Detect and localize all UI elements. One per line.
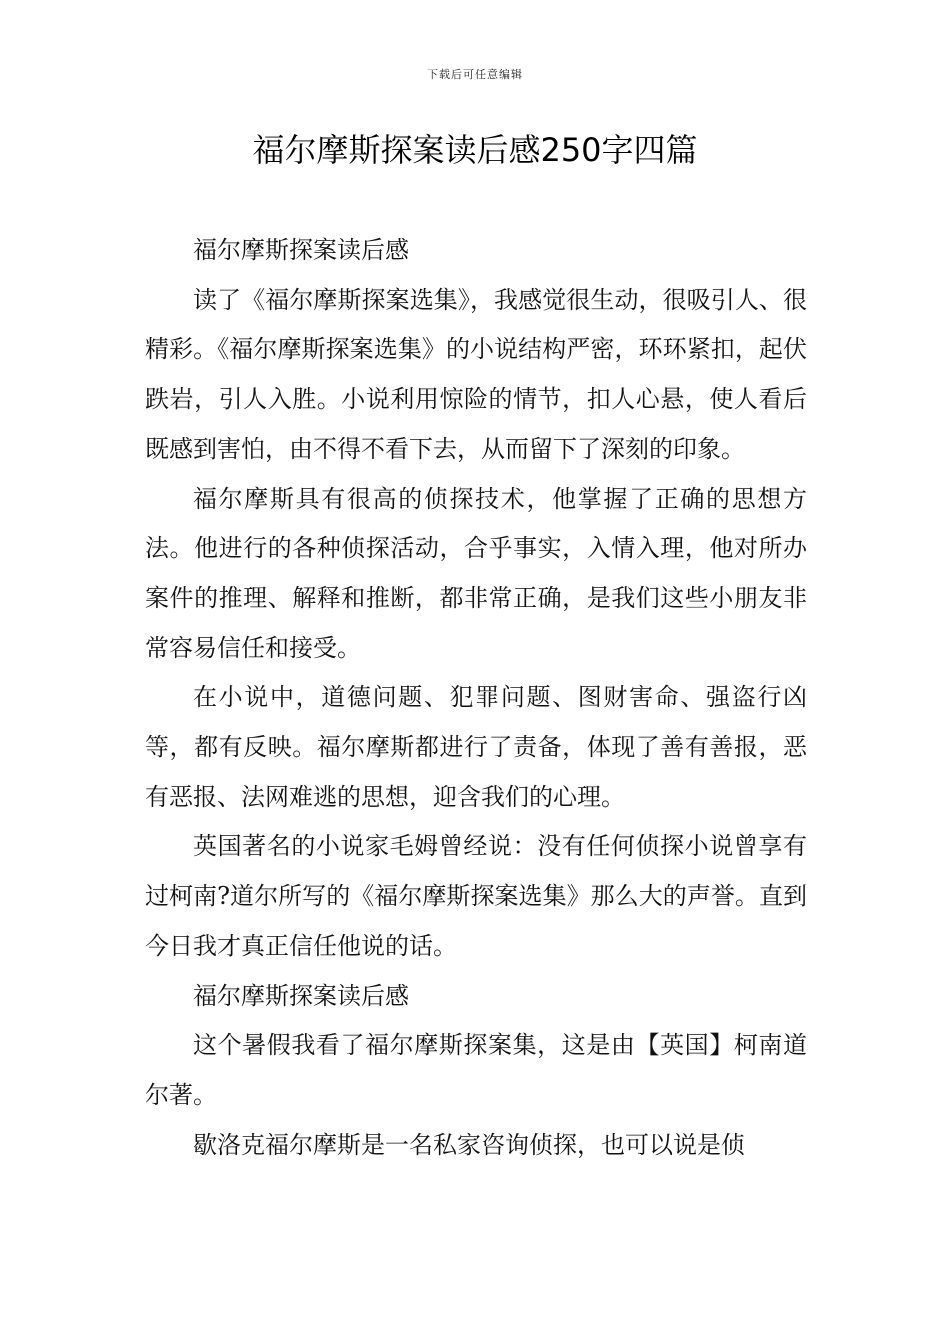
paragraph-1: 读了《福尔摩斯探案选集》，我感觉很生动，很吸引人、很精彩。《福尔摩斯探案选集》的小说结构严密，环环紧扣，起伏跌岩，引人入胜。小说利用惊险的情节，扣人心悬，使人看后既感到害怕，由不得不看下去，从而留下了深刻的印象。 bbox=[145, 285, 807, 463]
paragraph-4: 英国著名的小说家毛姆曾经说：没有任何侦探小说曾享有过柯南?道尔所写的《福尔摩斯探案选集》那么大的声誉。直到今日我才真正信任他说的话。 bbox=[145, 832, 807, 960]
paragraph-5: 这个暑假我看了福尔摩斯探案集，这是由【英国】柯南道尔著。 bbox=[145, 1031, 807, 1109]
paragraph-2: 福尔摩斯具有很高的侦探技术，他掌握了正确的思想方法。他进行的各种侦探活动，合乎事实，入情入理，他对所办案件的推理、解释和推断，都非常正确，是我们这些小朋友非常容易信任和接受。 bbox=[145, 484, 807, 662]
paragraph-6: 歇洛克福尔摩斯是一名私家咨询侦探，也可以说是侦 bbox=[193, 1130, 745, 1159]
paragraph-3: 在小说中，道德问题、犯罪问题、图财害命、强盗行凶等，都有反映。福尔摩斯都进行了责备，体现了善有善报，恶有恶报、法网难逃的思想，迎含我们的心理。 bbox=[145, 683, 807, 811]
document-title: 福尔摩斯探案读后感250字四篇 bbox=[252, 131, 698, 169]
header-note: 下载后可任意编辑 bbox=[427, 68, 523, 81]
section-heading-2: 福尔摩斯探案读后感 bbox=[193, 981, 409, 1010]
document-body bbox=[145, 226, 807, 1170]
section-heading-1: 福尔摩斯探案读后感 bbox=[193, 236, 409, 264]
